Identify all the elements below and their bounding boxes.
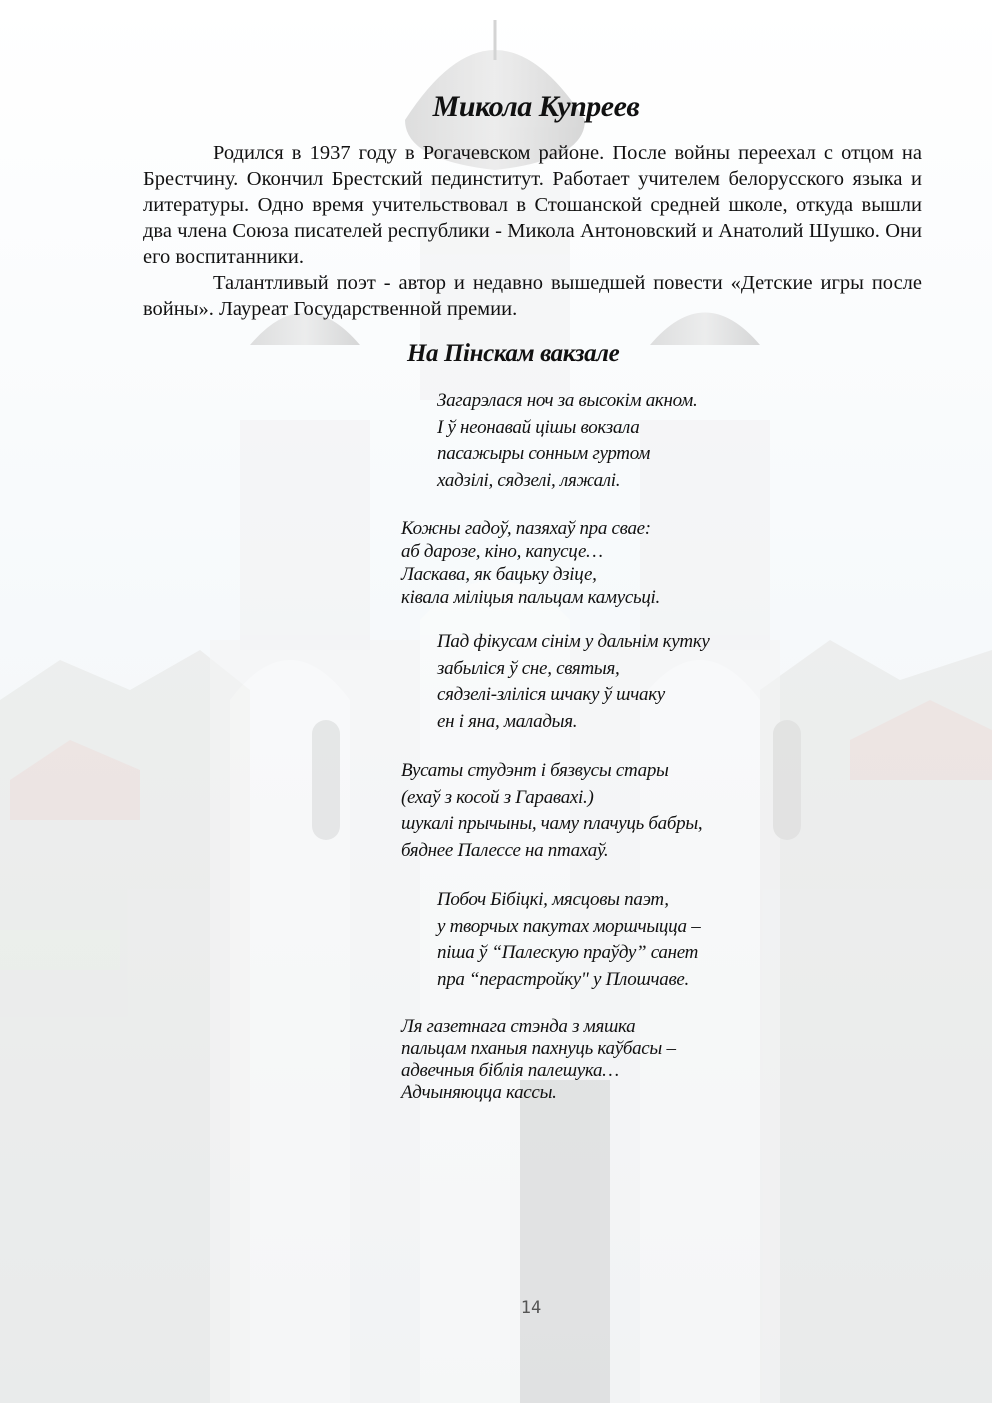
- poem-line: бяднее Палессе на птахаў.: [401, 839, 609, 861]
- poem-line: аб дарозе, кіно, капусце…: [401, 541, 603, 562]
- poem-line: (ехаў з косой з Гаравахі.): [401, 786, 594, 808]
- page-number: 14: [520, 1298, 542, 1318]
- poem-title: На Пінскам вакзале: [407, 340, 620, 367]
- poem-line: Ласкава, як бацьку дзіце,: [401, 564, 597, 585]
- poem-line: забыліся ў сне, святыя,: [437, 657, 620, 679]
- poem-line: Ля газетнага стэнда з мяшка: [401, 1016, 636, 1037]
- poem-line: Загарэлася ноч за высокім акном.: [437, 390, 698, 411]
- author-biography: [143, 140, 922, 322]
- poem-line: адвечныя біблія палешука…: [401, 1060, 619, 1081]
- poem-line: пасажыры сонным гуртом: [437, 443, 651, 464]
- poem-line: Пад фікусам сінім у дальнім кутку: [437, 631, 710, 652]
- poem-line: у творчых пакутах моршчыцца –: [437, 915, 701, 937]
- poem-stanza: [401, 517, 660, 609]
- poem-line: сядзелі-зліліся шчаку ў шчаку: [437, 684, 665, 705]
- bio-paragraph: Родился в 1937 году в Рогачевском районе. После войны переехал с отцом на Брестчину. Окончил Брестский пединститут. Работает учителем белорусского языка и литературы. Одно время учительствовал в Стошанской средней школе, откуда вышли два члена Союза писателей республики - Микола Антоновский и Анатолий Шушко. Они его воспитанники.: [143, 142, 922, 268]
- poem-stanza: [437, 388, 697, 494]
- poem-line: піша ў “Палескую праўду” санет: [437, 942, 698, 963]
- author-name: Микола Купреев: [432, 90, 640, 123]
- poem-line: пра “перастройку" у Плошчаве.: [437, 968, 690, 990]
- poem-line: хадзілі, сядзелі, ляжалі.: [437, 469, 621, 491]
- poem-line: пальцам пханыя пахнуць каўбасы –: [401, 1038, 676, 1059]
- poem-stanza: [401, 1016, 676, 1104]
- poem-line: Кожны гадоў, пазяхаў пра свае:: [401, 518, 651, 539]
- bio-paragraph: Талантливый поэт - автор и недавно вышедшей повести «Детские игры после войны». Лауреат Государственной премии.: [143, 272, 922, 320]
- poem-line: І ў неонавай цішы вокзала: [437, 416, 640, 438]
- poem-stanza: [437, 629, 710, 735]
- poem-line: Адчыняюцца кассы.: [401, 1082, 557, 1103]
- poem-stanza: [401, 758, 702, 864]
- poem-line: ен і яна, маладыя.: [437, 710, 578, 732]
- poem-line: ківала міліцыя пальцам камусьці.: [401, 587, 660, 608]
- poem-line: Побоч Бібіцкі, мясцовы паэт,: [437, 889, 669, 910]
- poem-line: шукалі прычыны, чаму плачуць бабры,: [401, 813, 703, 834]
- poem-line: Вусаты студэнт і бязвусы стары: [401, 760, 669, 781]
- poem-stanza: [437, 887, 700, 993]
